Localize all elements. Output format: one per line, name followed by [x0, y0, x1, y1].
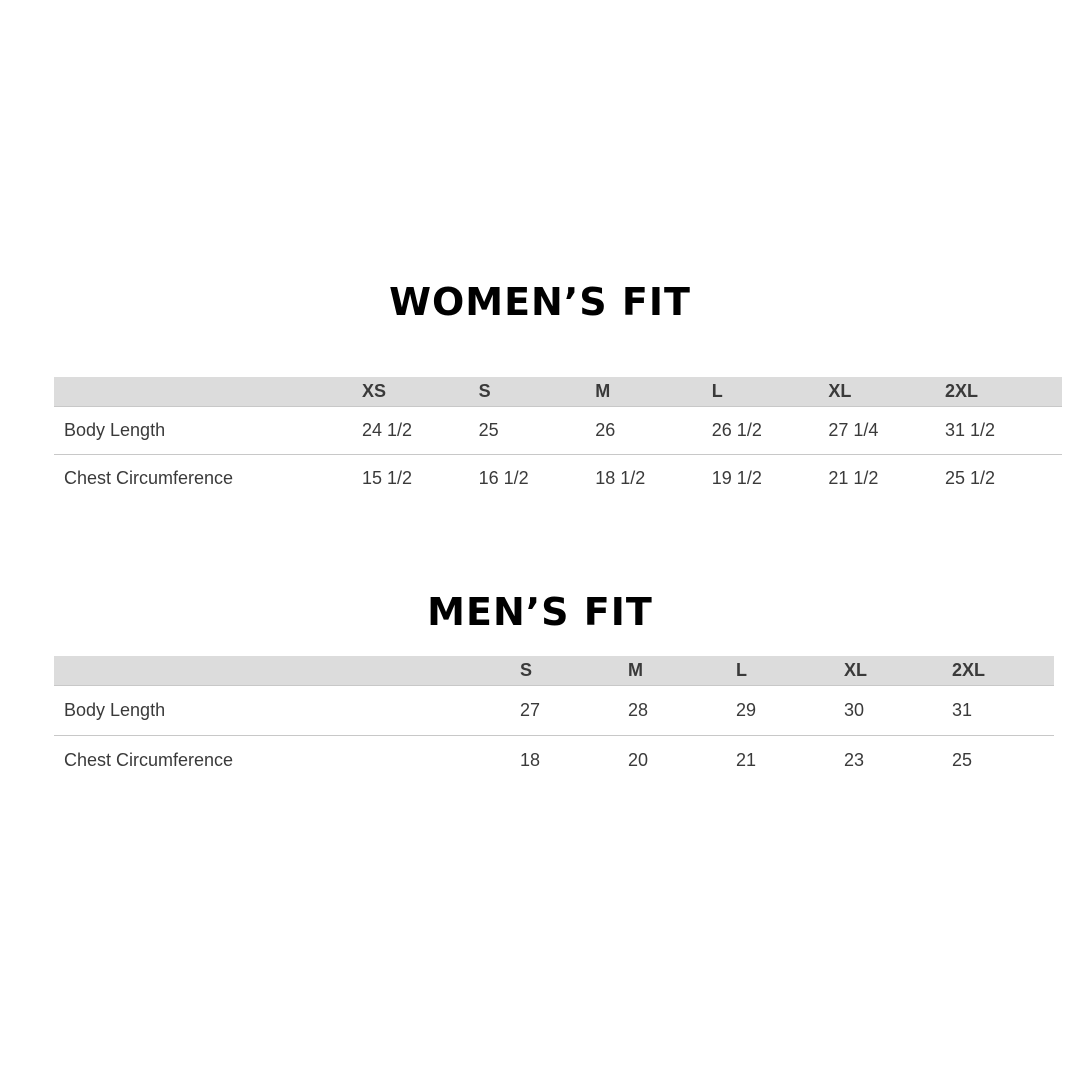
table-cell: 19 1/2: [711, 468, 762, 489]
table-row: [54, 407, 1062, 455]
row-label: Chest Circumference: [64, 468, 234, 489]
table-row: [54, 455, 1062, 503]
table-cell: 27 1/4: [828, 407, 945, 455]
size-header: S: [479, 377, 596, 407]
size-header: 2XL: [945, 377, 1062, 407]
table-cell: 21 1/2: [828, 468, 879, 489]
row-label: Body Length: [54, 407, 362, 455]
table-cell: 26: [595, 407, 712, 455]
table-cell: 18 1/2: [595, 468, 646, 489]
size-header: M: [595, 377, 712, 407]
size-header: XL: [828, 377, 945, 407]
womens-fit-title: WOMEN’S FIT: [389, 280, 691, 324]
table-cell: 25 1/2: [944, 468, 996, 489]
row-label: Body Length: [54, 686, 514, 736]
table-row: [54, 686, 1054, 736]
table-cell: 29: [730, 686, 838, 736]
table-cell: 30: [838, 686, 946, 736]
size-header: XS: [362, 377, 479, 407]
table-cell: 25: [952, 750, 973, 771]
table-cell: 15 1/2: [362, 468, 413, 489]
table-cell: 25: [479, 407, 596, 455]
header-empty-cell: [54, 656, 514, 686]
size-header: L: [712, 377, 829, 407]
table-cell: 21: [736, 750, 757, 771]
table-cell: 28: [622, 686, 730, 736]
table-cell: 31: [946, 686, 1054, 736]
table-cell: 18: [520, 750, 541, 771]
table-cell: 26 1/2: [712, 407, 829, 455]
table-header-row: [54, 656, 1054, 686]
table-cell: 16 1/2: [478, 468, 529, 489]
table-header-row: [54, 377, 1062, 407]
row-label: Chest Circumference: [64, 750, 234, 771]
size-header: L: [730, 656, 838, 686]
table-cell: 27: [514, 686, 622, 736]
table-row: [54, 736, 1054, 786]
size-header: XL: [838, 656, 946, 686]
table-cell: 23: [844, 750, 865, 771]
mens-fit-title: MEN’S FIT: [427, 590, 653, 634]
table-cell: 31 1/2: [945, 407, 1062, 455]
size-header: M: [622, 656, 730, 686]
header-empty-cell: [54, 377, 362, 407]
size-header: 2XL: [946, 656, 1054, 686]
table-cell: 20: [628, 750, 649, 771]
mens-size-table: [54, 656, 1054, 786]
table-cell: 24 1/2: [362, 407, 479, 455]
womens-size-table: [54, 377, 1062, 503]
size-header: S: [514, 656, 622, 686]
